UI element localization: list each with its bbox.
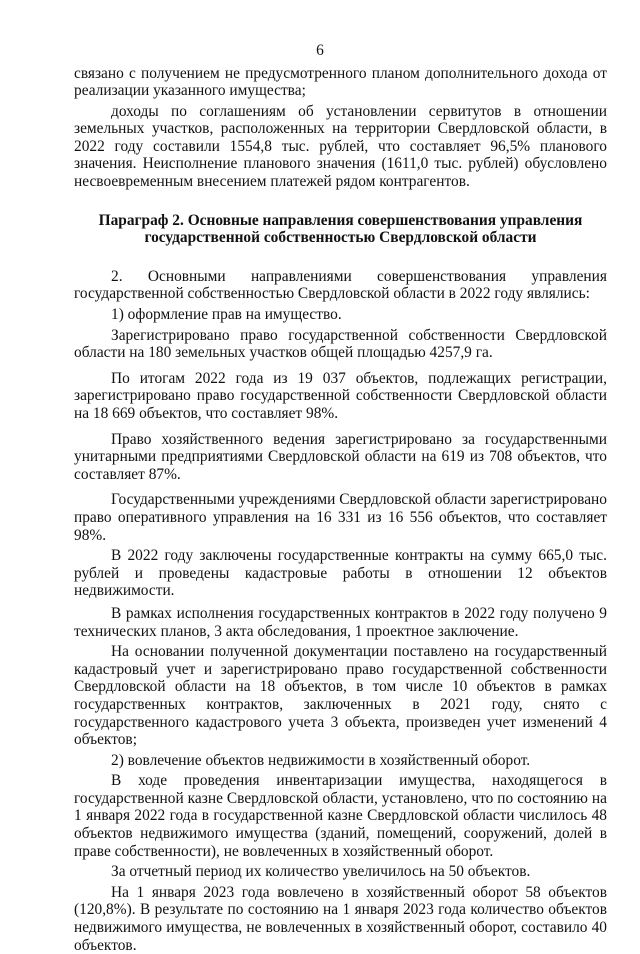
- section-heading-line: государственной собственностью Свердловской области: [74, 229, 607, 247]
- paragraph: 2) вовлечение объектов недвижимости в хозяйственный оборот.: [74, 752, 607, 770]
- paragraph: 1) оформление прав на имущество.: [74, 306, 607, 324]
- section-heading: [74, 212, 607, 247]
- paragraph: Право хозяйственного ведения зарегистрировано за государственными унитарными предприятиями Свердловской области на 619 из 708 объектов, что составляет 87%.: [74, 431, 607, 484]
- paragraph: Государственными учреждениями Свердловской области зарегистрировано право оперативного управления на 16 331 из 16 556 объектов, что составляет 98%.: [74, 491, 607, 544]
- paragraph: По итогам 2022 года из 19 037 объектов, подлежащих регистрации, зарегистрировано право государственной собственности Свердловской области на 18 669 объектов, что составляет 98%.: [74, 370, 607, 423]
- paragraph: На основании полученной документации поставлено на государственный кадастровый учет и зарегистрировано право государственной собственности Свердловской области на 18 объектов, в том числе 10 объектов в рамках государственных контрактов, заключенных в 2021 году, снято с государственного кадастрового учета 3 объекта, произведен учет изменений 4 объектов;: [74, 643, 607, 749]
- paragraph: Зарегистрировано право государственной собственности Свердловской области на 180 земельных участков общей площадью 4257,9 га.: [74, 327, 607, 362]
- paragraph: 2. Основными направлениями совершенствования управления государственной собственностью Свердловской области в 2022 году являлись:: [74, 268, 607, 303]
- paragraph: доходы по соглашениям об установлении сервитутов в отношении земельных участков, расположенных на территории Свердловской области, в 2022 году составили 1554,8 тыс. рублей, что составляет 96,5% планового значения. Неисполнение планового значения (1611,0 тыс. рублей) обусловлено несвоевременным внесением платежей рядом контрагентов.: [74, 103, 607, 191]
- document-body: [74, 65, 607, 954]
- paragraph: На 1 января 2023 года вовлечено в хозяйственный оборот 58 объектов (120,8%). В результате по состоянию на 1 января 2023 года количество объектов недвижимого имущества, не вовлеченных в хозяйственный оборот, составило 40 объектов.: [74, 884, 607, 954]
- page-number: 6: [0, 42, 640, 60]
- paragraph: В ходе проведения инвентаризации имущества, находящегося в государственной казне Свердловской области, установлено, что по состоянию на 1 января 2022 года в государственной казне Свердловской области числилось 48 объектов недвижимого имущества (зданий, помещений, сооружений, долей в праве собственности), не вовлеченных в хозяйственный оборот.: [74, 772, 607, 860]
- paragraph: За отчетный период их количество увеличилось на 50 объектов.: [74, 863, 607, 881]
- paragraph: В 2022 году заключены государственные контракты на сумму 665,0 тыс. рублей и проведены кадастровые работы в отношении 12 объектов недвижимости.: [74, 547, 607, 600]
- paragraph: В рамках исполнения государственных контрактов в 2022 году получено 9 технических планов, 3 акта обследования, 1 проектное заключение.: [74, 605, 607, 640]
- section-heading-line: Параграф 2. Основные направления совершенствования управления: [74, 212, 607, 230]
- paragraph: связано с получением не предусмотренного планом дополнительного дохода от реализации указанного имущества;: [74, 65, 607, 100]
